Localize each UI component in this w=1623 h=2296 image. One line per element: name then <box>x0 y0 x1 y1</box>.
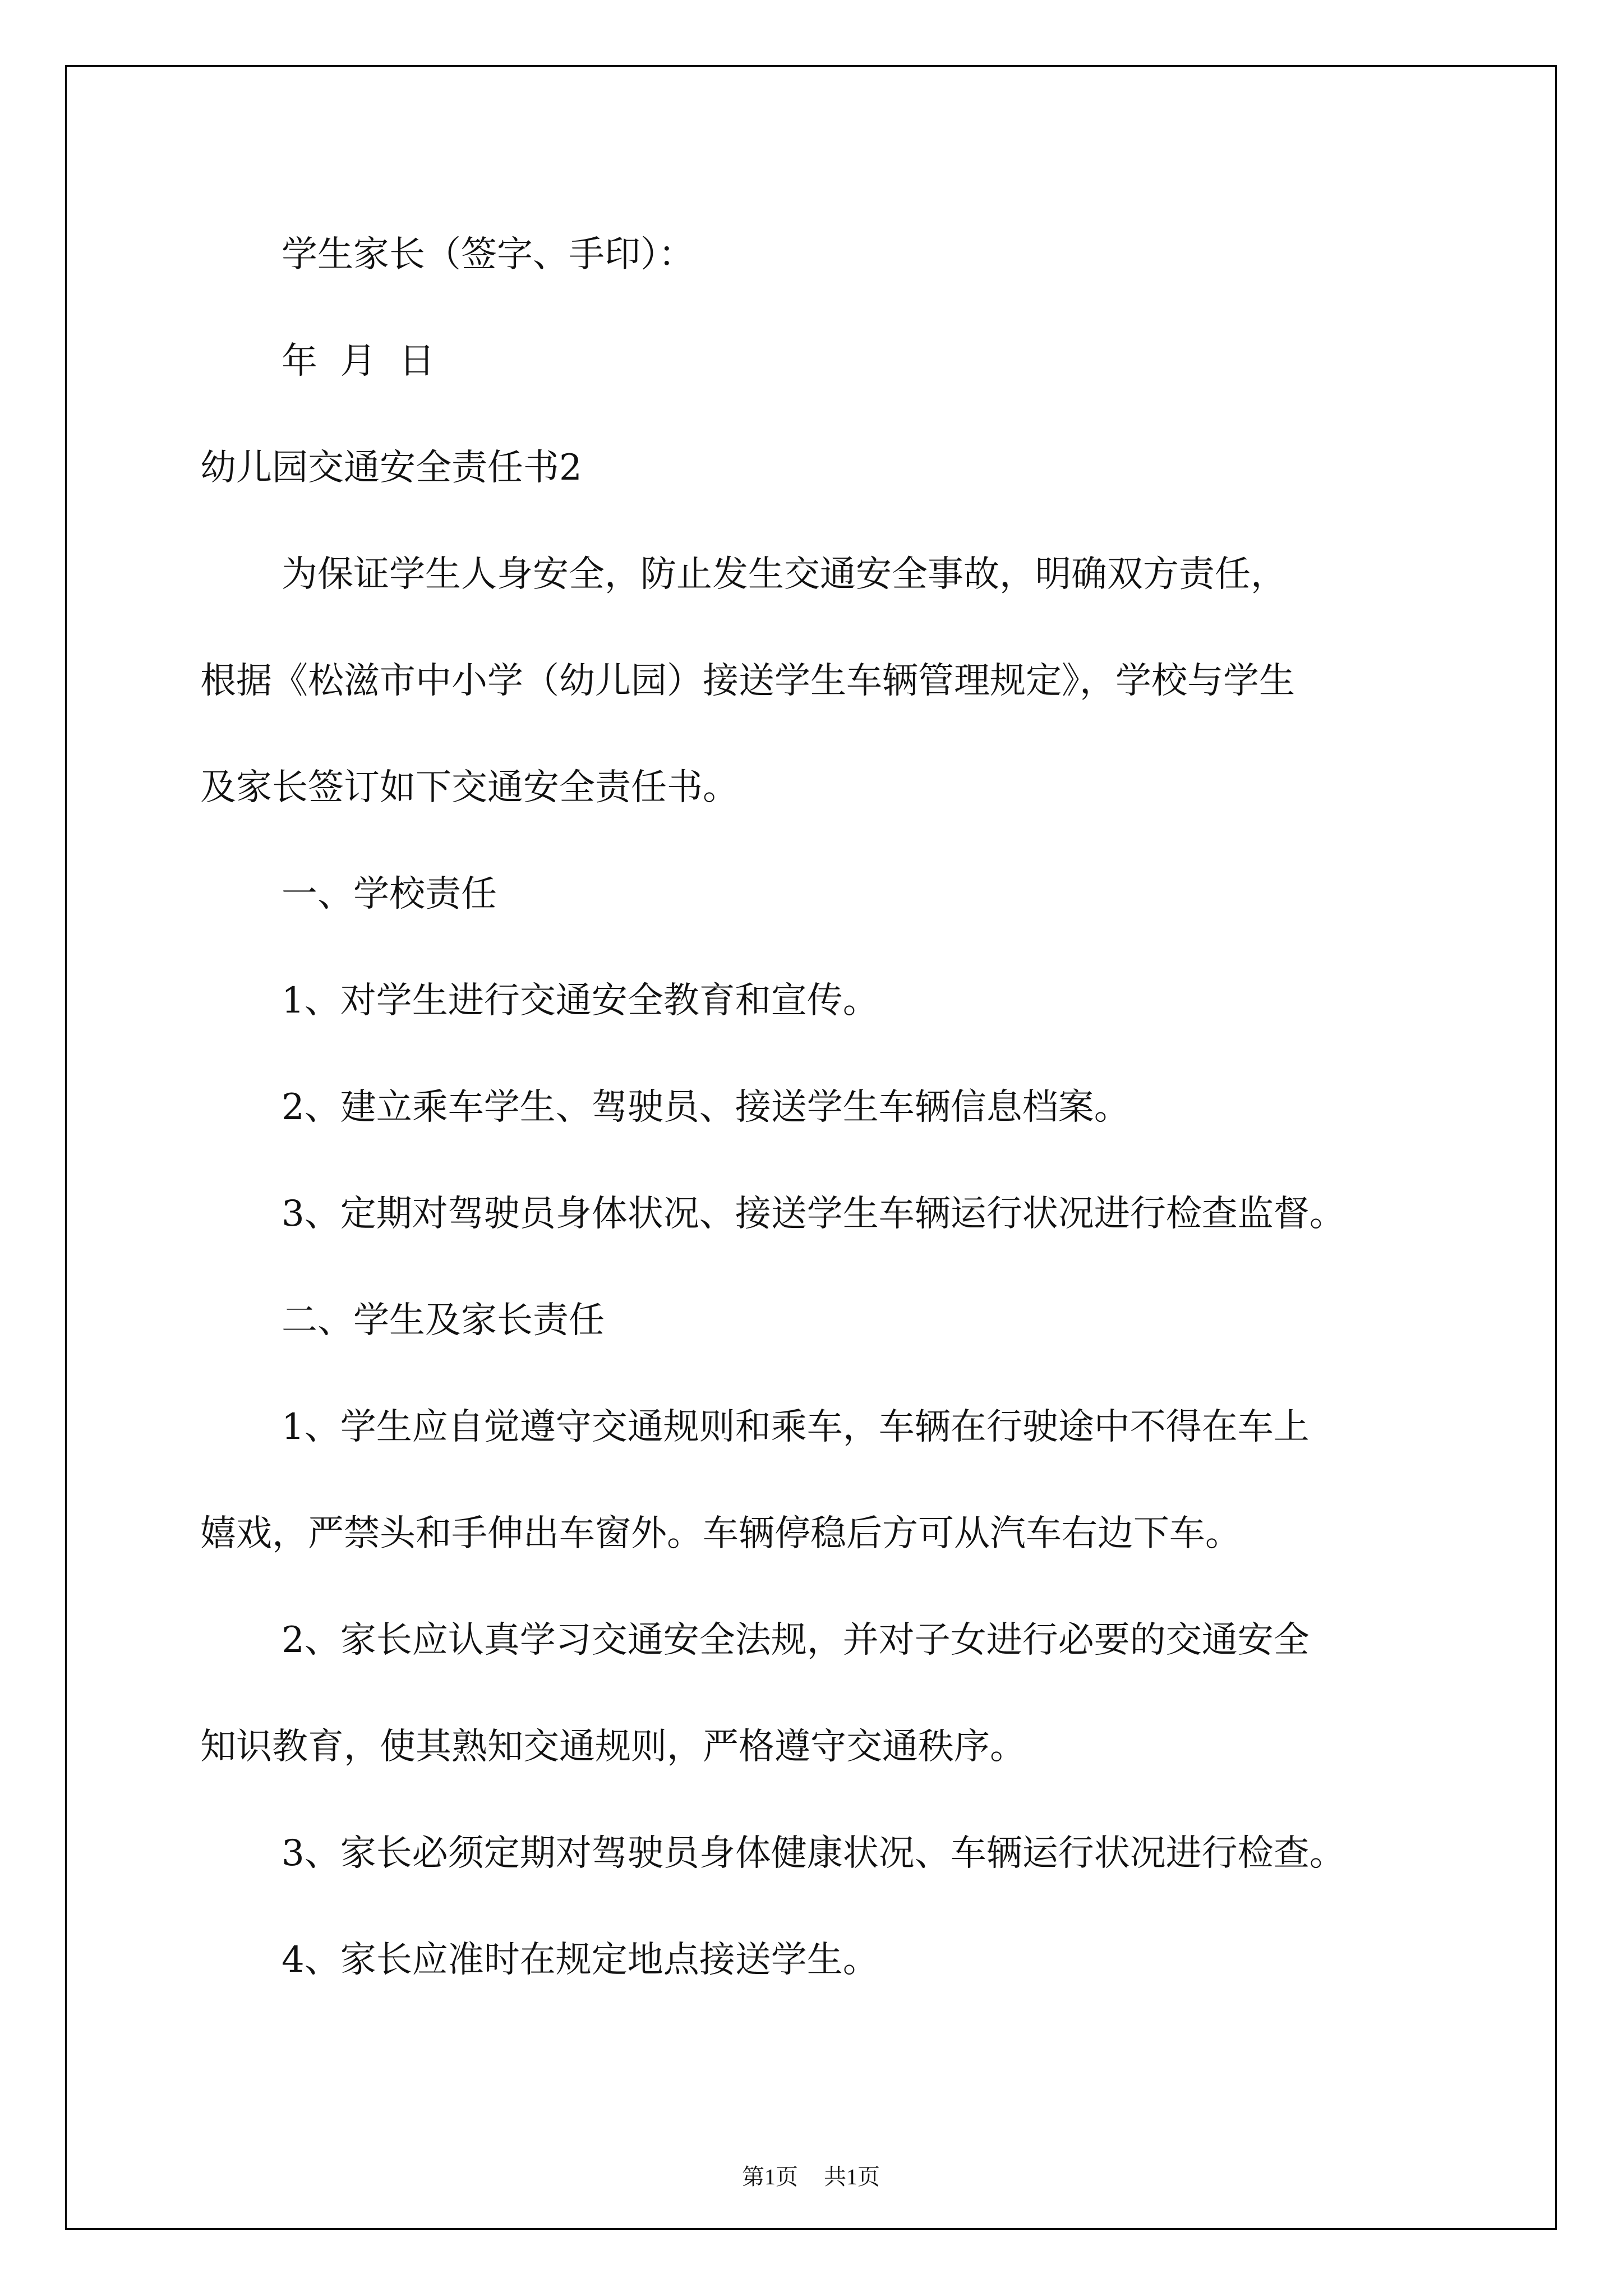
list-item: 3、定期对驾驶员身体状况、接送学生车辆运行状况进行检查监督。 <box>282 1193 1345 1235</box>
list-item-continuation: 知识教育，使其熟知交通规则，严格遵守交通秩序。 <box>200 1726 1026 1768</box>
section-heading: 二、学生及家长责任 <box>282 1300 605 1341</box>
document-title: 幼儿园交通安全责任书2 <box>200 447 582 489</box>
paragraph-line: 为保证学生人身安全，防止发生交通安全事故，明确双方责任， <box>282 554 1287 595</box>
signature-line: 学生家长（签字、手印）： <box>282 234 694 275</box>
list-item: 1、学生应自觉遵守交通规则和乘车，车辆在行驶途中不得在车上 <box>282 1406 1310 1448</box>
list-item-continuation: 嬉戏，严禁头和手伸出车窗外。车辆停稳后方可从汽车右边下车。 <box>200 1513 1241 1554</box>
page-total: 共1页 <box>824 2164 880 2189</box>
list-item: 2、建立乘车学生、驾驶员、接送学生车辆信息档案。 <box>282 1087 1130 1128</box>
section-heading: 一、学校责任 <box>282 873 497 915</box>
page-footer <box>67 2164 1555 2191</box>
document-page <box>65 65 1557 2230</box>
paragraph-line: 根据《松滋市中小学（幼儿园）接送学生车辆管理规定》，学校与学生 <box>200 660 1295 702</box>
date-line: 年 月 日 <box>282 341 435 382</box>
list-item: 1、对学生进行交通安全教育和宣传。 <box>282 980 879 1022</box>
list-item: 3、家长必须定期对驾驶员身体健康状况、车辆运行状况进行检查。 <box>282 1833 1345 1874</box>
paragraph-line: 及家长签订如下交通安全责任书。 <box>200 767 739 808</box>
list-item: 2、家长应认真学习交通安全法规，并对子女进行必要的交通安全 <box>282 1619 1310 1661</box>
list-item: 4、家长应准时在规定地点接送学生。 <box>282 1939 879 1981</box>
page-number: 第1页 <box>742 2164 798 2189</box>
